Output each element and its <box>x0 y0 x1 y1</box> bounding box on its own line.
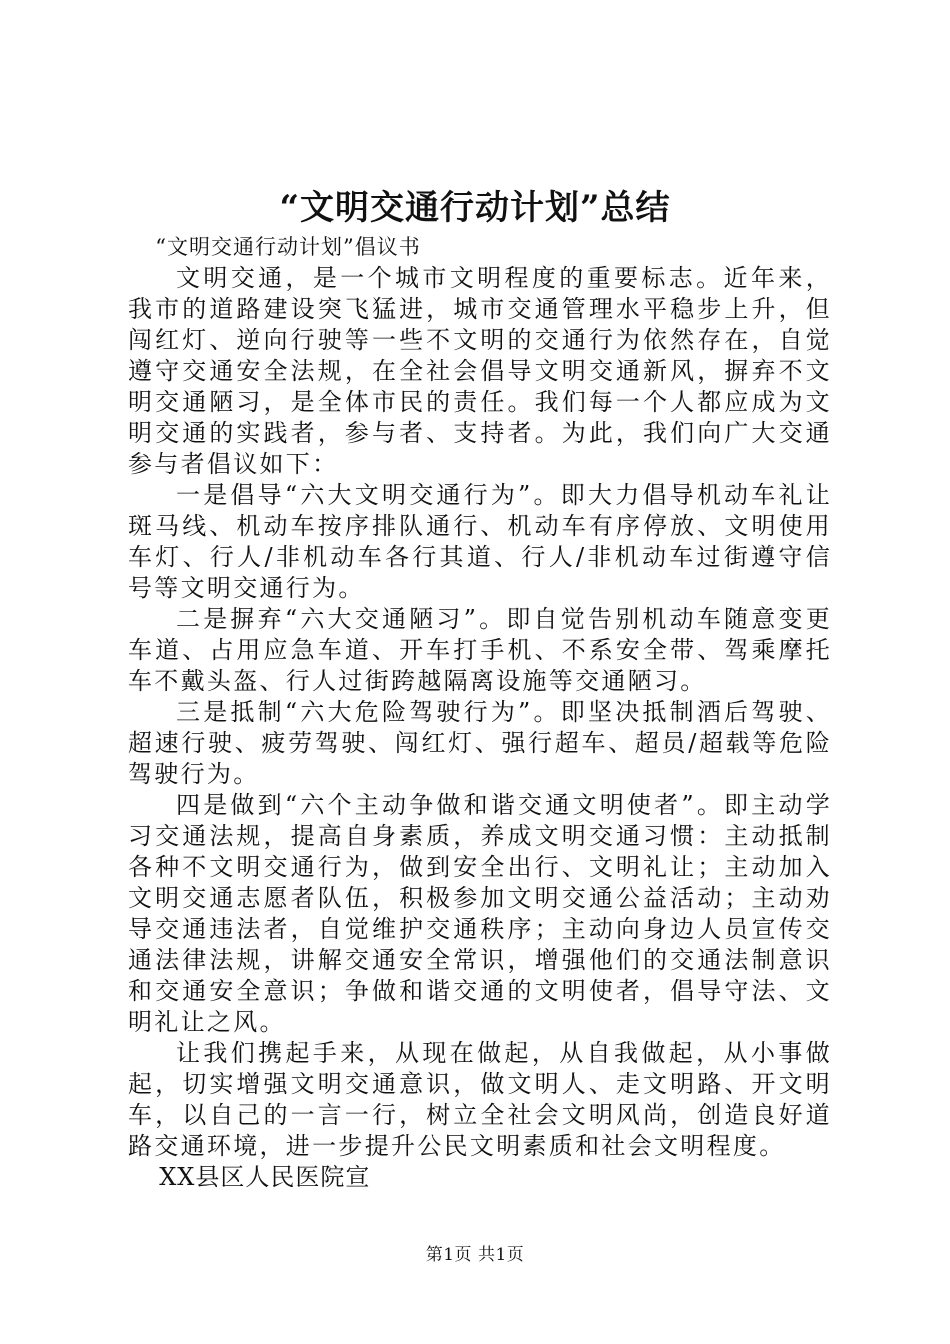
document-signature: XX县区人民医院宣 <box>159 1163 371 1191</box>
paragraph-point-one: 一是倡导“六大文明交通行为”。即大力倡导机动车礼让斑马线、机动车按序排队通行、机动车有序停放、文明使用车灯、行人/非机动车各行其道、行人/非机动车过街遵守信号等文明交通行为。 <box>128 481 832 602</box>
document-body <box>128 232 832 1193</box>
document-title: “文明交通行动计划”总结 <box>279 188 671 228</box>
document-subtitle: “文明交通行动计划”倡议书 <box>155 235 421 259</box>
paragraph-point-two: 二是摒弃“六大交通陋习”。即自觉告别机动车随意变更车道、占用应急车道、开车打手机、不系安全带、驾乘摩托车不戴头盔、行人过街跨越隔离设施等交通陋习。 <box>128 605 832 695</box>
page-footer: 第1页 共1页 <box>425 1245 525 1265</box>
paragraph-point-four: 四是做到“六个主动争做和谐交通文明使者”。即主动学习交通法规，提高自身素质，养成文明交通习惯：主动抵制各种不文明交通行为，做到安全出行、文明礼让；主动加入文明交通志愿者队伍，积极参加文明交通公益活动；主动劝导交通违法者，自觉维护交通秩序；主动向身边人员宣传交通法律法规，讲解交通安全常识，增强他们的交通法制意识和交通安全意识；争做和谐交通的文明使者，倡导守法、文明礼让之风。 <box>128 791 832 1036</box>
paragraph-intro: 文明交通，是一个城市文明程度的重要标志。近年来，我市的道路建设突飞猛进，城市交通管理水平稳步上升，但闯红灯、逆向行驶等一些不文明的交通行为依然存在，自觉遵守交通安全法规，在全社会倡导文明交通新风，摒弃不文明交通陋习，是全体市民的责任。我们每一个人都应成为文明交通的实践者，参与者、支持者。为此，我们向广大交通参与者倡议如下： <box>128 264 832 478</box>
paragraph-point-three: 三是抵制“六大危险驾驶行为”。即坚决抵制酒后驾驶、超速行驶、疲劳驾驶、闯红灯、强行超车、超员/超载等危险驾驶行为。 <box>128 698 832 788</box>
paragraph-closing: 让我们携起手来，从现在做起，从自我做起，从小事做起，切实增强文明交通意识，做文明人、走文明路、开文明车，以自己的一言一行，树立全社会文明风尚，创造良好道路交通环境，进一步提升公民文明素质和社会文明程度。 <box>128 1039 832 1160</box>
